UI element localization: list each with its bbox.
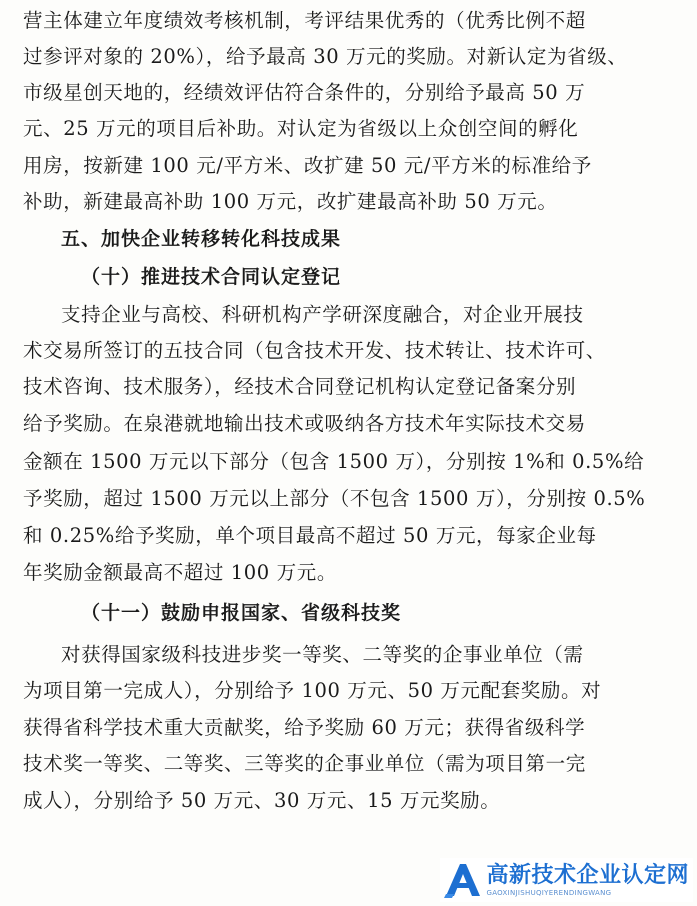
body-text-line: 补助，新建最高补助 100 万元，改扩建最高补助 50 万元。 xyxy=(23,190,558,213)
site-watermark xyxy=(440,858,693,902)
body-text-line: 对获得国家级科技进步奖一等奖、二等奖的企事业单位（需 xyxy=(61,643,584,666)
body-text-line: 市级星创天地的，经绩效评估符合条件的，分别给予最高 50 万 xyxy=(23,81,586,104)
body-text-line: 和 0.25%给予奖励，单个项目最高不超过 50 万元，每家企业每 xyxy=(23,524,597,547)
body-text-line: 术交易所签订的五技合同（包含技术开发、技术转让、技术许可、 xyxy=(23,339,606,362)
body-text-line: 予奖励，超过 1500 万元以上部分（不包含 1500 万），分别按 0.5% xyxy=(23,487,646,510)
body-text-line: 年奖励金额最高不超过 100 万元。 xyxy=(23,561,337,584)
body-text-line: 支持企业与高校、科研机构产学研深度融合，对企业开展技 xyxy=(61,303,584,326)
subsection-heading: （十）推进技术合同认定登记 xyxy=(81,266,342,288)
body-text-line: 金额在 1500 万元以下部分（包含 1500 万），分别按 1%和 0.5%给 xyxy=(23,450,645,473)
watermark-title: 高新技术企业认定网 xyxy=(486,862,689,888)
body-text-line: 成人），分别给予 50 万元、30 万元、15 万元奖励。 xyxy=(23,789,501,812)
body-text-line: 技术咨询、技术服务），经技术合同登记机构认定登记备案分别 xyxy=(23,375,577,398)
body-text-line: 获得省科学技术重大贡献奖，给予奖励 60 万元；获得省级科学 xyxy=(23,716,586,739)
subsection-heading: （十一）鼓励申报国家、省级科技奖 xyxy=(81,602,402,624)
body-text-line: 技术奖一等奖、二等奖、三等奖的企事业单位（需为项目第一完 xyxy=(23,752,586,775)
body-text-line: 过参评对象的 20%），给予最高 30 万元的奖励。对新认定为省级、 xyxy=(23,45,628,68)
watermark-subtitle: GAOXINJISHUQIYERENDINGWANG xyxy=(486,888,612,897)
body-text-line: 给予奖励。在泉港就地输出技术或吸纳各方技术年实际技术交易 xyxy=(23,412,586,435)
body-text-line: 为项目第一完成人），分别给予 100 万元、50 万元配套奖励。对 xyxy=(23,679,602,702)
site-logo-icon xyxy=(442,860,482,900)
section-heading: 五、加快企业转移转化科技成果 xyxy=(61,228,342,250)
body-text-line: 用房，按新建 100 元/平方米、改扩建 50 元/平方米的标准给予 xyxy=(23,154,592,177)
body-text-line: 元、25 万元的项目后补助。对认定为省级以上众创空间的孵化 xyxy=(23,117,579,140)
body-text-line: 营主体建立年度绩效考核机制，考评结果优秀的（优秀比例不超 xyxy=(23,9,586,32)
